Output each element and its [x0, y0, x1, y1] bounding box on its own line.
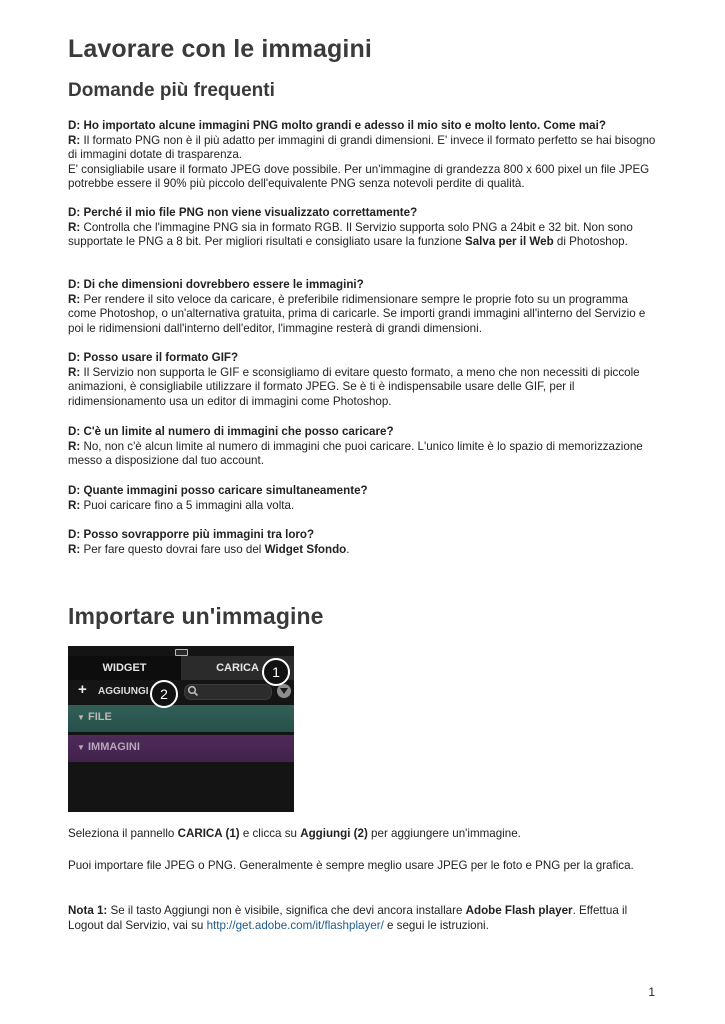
add-icon[interactable]: +: [78, 681, 87, 698]
faq-answer: Il formato PNG non è il più adatto per immagini di grandi dimensioni. E' invece il formato perfetto se hai bisogno di immagini dotate di trasparenza.: [68, 133, 656, 161]
folder-label: IMMAGINI: [87, 741, 140, 753]
faq-answer: Per fare questo dovrai fare uso del: [83, 542, 265, 556]
flashplayer-link[interactable]: http://get.adobe.com/it/flashplayer/: [206, 918, 384, 932]
faq-item: D: Posso usare il formato GIF? R: Il Servizio non supporta le GIF e sconsigliamo di evitare questo formato, a meno che non necessiti di piccole animazioni, è consigliabile utilizzare il formato JPEG. Se è ti è indispensabile usare delle GIF, per il ridimensionamento usa un editor di immagini come Photoshop.: [68, 351, 640, 408]
faq-answer: Il Servizio non supporta le GIF e sconsigliamo di evitare questo formato, a meno che non necessiti di piccole animazioni, è consigliabile utilizzare il formato JPEG. Se è ti è indispensabile usare delle GIF, per il ridimensionamento usa un editor di immagini come Photoshop.: [68, 365, 640, 408]
faq-answer: Per rendere il sito veloce da caricare, è preferibile ridimensionare sempre le proprie foto su un programma come Photoshop, o un'alternativa gratuita, prima di caricarle. Se importi grandi immagini all'interno del Servizio e poi le ridimensioni dall'interno dell'editor, l'immagine resterà di grandi dimensioni.: [68, 292, 646, 335]
note-label: Nota 1:: [68, 904, 108, 917]
faq-answer: Controlla che l'immagine PNG sia in formato RGB. Il Servizio supporta solo PNG a 24bit e 32 bit. Non sono supportate le PNG a 8 bit. Per migliori risultati e consigliato usare la funzione: [68, 220, 633, 248]
callout-badge-2: 2: [150, 680, 178, 708]
panel-drag-handle[interactable]: [175, 649, 188, 656]
faq-heading: Domande più frequenti: [68, 80, 275, 101]
faq-answer: E' consigliabile usare il formato JPEG dove possibile. Per un'immagine di grandezza 800 x 600 pixel un file JPEG potrebbe essere il 90% più piccolo dell'equivalente PNG senza notevoli perdite di qualità.: [68, 162, 650, 190]
upload-panel-screenshot: [68, 646, 294, 812]
chevron-down-icon[interactable]: [277, 684, 291, 698]
faq-question: Di che dimensioni dovrebbero essere le immagini?: [83, 278, 364, 291]
faq-question: Ho importato alcune immagini PNG molto grandi e adesso il mio sito e molto lento. Come mai?: [83, 119, 606, 132]
tab-carica[interactable]: CARICA: [181, 656, 294, 680]
faq-item: D: Ho importato alcune immagini PNG molto grandi e adesso il mio sito e molto lento. Come mai? R: Il formato PNG non è il più adatto per immagini di grandi dimensioni. E' invece il formato perfetto se hai bisogno di immagini dotate di trasparenza. E' consigliabile usare il formato JPEG dove possibile. Per un'immagine di grandezza 800 x 600 pixel un file JPEG potrebbe essere il 90% più piccolo dell'equivalente PNG senza notevoli perdite di qualità.: [68, 119, 658, 192]
faq-answer-bold: Widget Sfondo: [264, 542, 347, 556]
faq-question: Quante immagini posso caricare simultaneamente?: [83, 484, 368, 497]
faq-answer-bold: Salva per il Web: [464, 235, 554, 248]
formats-paragraph: Puoi importare file JPEG o PNG. Generalmente è sempre meglio usare JPEG per le foto e PNG per la grafica.: [68, 859, 634, 872]
import-heading: Importare un'immagine: [68, 603, 324, 629]
faq-item: D: Quante immagini posso caricare simultaneamente? R: Puoi caricare fino a 5 immagini alla volta.: [68, 484, 368, 512]
faq-answer: No, non c'è alcun limite al numero di immagini che puoi caricare. L'unico limite è lo spazio di memorizzazione messo a disposizione dal tuo account.: [68, 439, 643, 467]
faq-question: Posso sovrapporre più immagini tra loro?: [83, 528, 315, 541]
instruction-paragraph: Seleziona il pannello CARICA (1) e clicca su Aggiungi (2) per aggiungere un'immagine.: [68, 827, 521, 840]
note-paragraph: Nota 1: Se il tasto Aggiungi non è visibile, significa che devi ancora installare Adobe Flash player. Effettua il Logout dal Servizio, vai su http://get.adobe.com/it/flashplayer/ e segui le istruzioni.: [68, 904, 628, 932]
caret-down-icon: ▼: [77, 743, 85, 752]
folder-label: FILE: [87, 711, 112, 723]
folder-row-file[interactable]: [68, 705, 294, 732]
page-number: 1: [648, 985, 655, 999]
folder-row-immagini[interactable]: [68, 735, 294, 762]
faq-item: D: Posso sovrapporre più immagini tra loro? R: Per fare questo dovrai fare uso del Widget Sfondo.: [68, 528, 350, 556]
faq-question: Posso usare il formato GIF?: [83, 351, 239, 364]
page-title: Lavorare con le immagini: [68, 35, 372, 63]
callout-badge-1: 1: [262, 658, 290, 686]
caret-down-icon: ▼: [77, 713, 85, 722]
faq-answer: Puoi caricare fino a 5 immagini alla volta.: [83, 498, 295, 512]
tab-widget[interactable]: WIDGET: [68, 656, 181, 680]
faq-question: C'è un limite al numero di immagini che posso caricare?: [83, 425, 394, 438]
search-icon: [187, 685, 199, 697]
faq-item: D: Perché il mio file PNG non viene visualizzato correttamente? R: Controlla che l'immagine PNG sia in formato RGB. Il Servizio supporta solo PNG a 24bit e 32 bit. Non sono supportate le PNG a 8 bit. Per migliori risultati e consigliato usare la funzione Salva per il Web di Photoshop.: [68, 206, 633, 248]
faq-item: D: Di che dimensioni dovrebbero essere le immagini? R: Per rendere il sito veloce da caricare, è preferibile ridimensionare sempre le proprie foto su un programma come Photoshop, o un'alternativa gratuita, prima di caricarle. Se importi grandi immagini all'interno del Servizio e poi le ridimensioni dall'interno dell'editor, l'immagine resterà di grandi dimensioni.: [68, 278, 646, 335]
faq-question: Perché il mio file PNG non viene visualizzato correttamente?: [83, 206, 418, 219]
faq-item: D: C'è un limite al numero di immagini che posso caricare? R: No, non c'è alcun limite al numero di immagini che puoi caricare. L'unico limite è lo spazio di memorizzazione messo a disposizione dal tuo account.: [68, 425, 643, 467]
aggiungi-button[interactable]: AGGIUNGI: [98, 686, 149, 697]
